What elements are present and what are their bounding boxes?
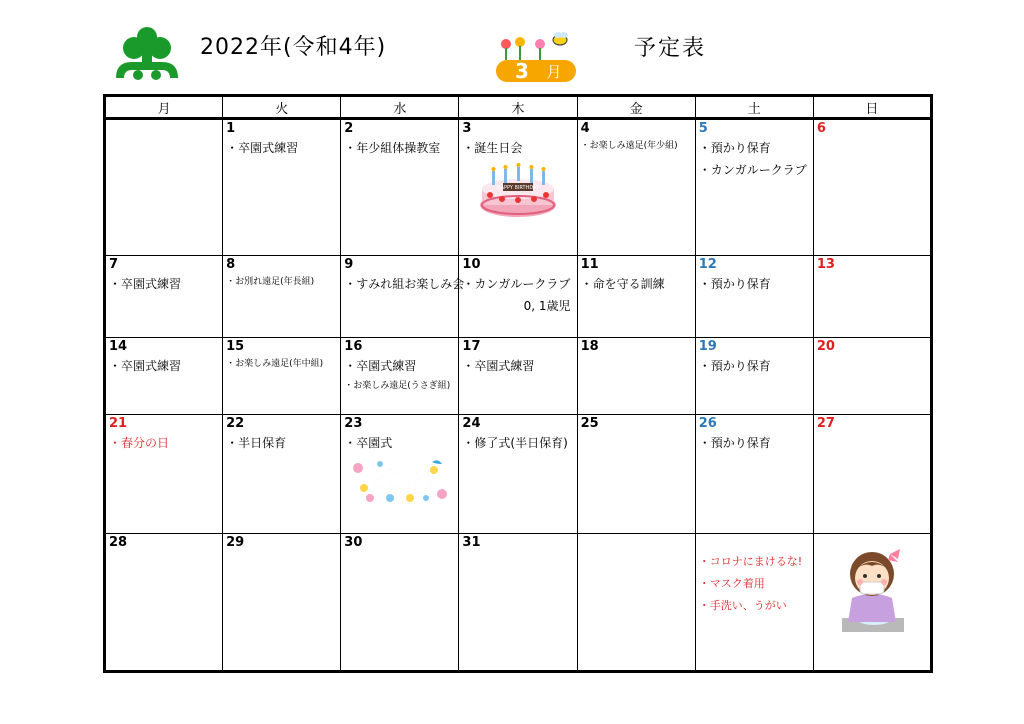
day-number: 4: [580, 121, 590, 136]
day-cell: [577, 337, 695, 414]
day-number: 30: [344, 535, 363, 551]
weekday-header-row: [105, 96, 932, 119]
day-cell: [813, 255, 931, 337]
day-number: 26: [698, 415, 717, 431]
week-row: [105, 414, 932, 533]
day-cell: [813, 119, 931, 256]
event-text: ・卒園式練習: [462, 358, 535, 373]
event-text: ・命を守る訓練: [580, 276, 665, 291]
day-cell: [695, 534, 813, 672]
day-number: 29: [226, 535, 245, 551]
day-cell: [341, 255, 465, 337]
event-text: ・年少組体操教室: [344, 141, 441, 155]
day-cell: [459, 414, 577, 533]
day-number: 20: [816, 338, 835, 354]
day-cell: [341, 337, 459, 414]
day-cell: [695, 255, 813, 337]
day-number: 23: [344, 415, 363, 431]
kindergarten-logo: [112, 26, 182, 82]
day-cell: [577, 255, 695, 337]
reminder-text: ・マスク着用: [698, 577, 765, 591]
day-number: 24: [462, 415, 481, 431]
day-cell: [459, 119, 577, 256]
day-number: 21: [109, 415, 128, 431]
weekday-wed: 水: [341, 96, 459, 119]
day-number: 12: [698, 256, 717, 272]
svg-text:HAPPY BIRTHDAY: HAPPY BIRTHDAY: [496, 185, 540, 191]
day-cell: [223, 255, 341, 337]
weekday-sat: 土: [695, 96, 813, 119]
day-number: 10: [462, 256, 481, 272]
event-text: ・預かり保育: [698, 141, 771, 155]
march-badge: [492, 30, 582, 86]
event-text: ・お楽しみ遠足(年中組): [226, 358, 324, 369]
event-text: ・誕生日会: [462, 141, 523, 155]
event-text: ・卒園式練習: [226, 141, 299, 155]
event-text: ・卒園式: [344, 435, 393, 450]
event-text: ・カンガルークラブ: [462, 276, 571, 291]
week-row: [105, 534, 932, 672]
day-number: 3: [462, 121, 472, 136]
day-cell: [223, 534, 341, 672]
svg-text:ごそつえん: ごそつえん: [369, 467, 435, 483]
week-row: [105, 119, 932, 256]
day-cell: [341, 119, 459, 256]
event-text: 0, 1歳児: [523, 298, 571, 313]
day-cell: [813, 337, 931, 414]
weekday-sun: 日: [813, 96, 931, 119]
week-row: [105, 255, 932, 337]
day-number: 14: [109, 338, 128, 354]
reminder-text: ・手洗い、うがい: [698, 599, 787, 613]
schedule-title: 予定表: [634, 36, 707, 61]
event-text: ・春分の日: [109, 435, 170, 450]
graduation-banner-image: [350, 458, 450, 504]
day-cell: [105, 414, 223, 533]
day-cell: [577, 534, 695, 672]
event-text: ・修了式(半日保育): [462, 435, 568, 450]
event-text: ・卒園式練習: [344, 358, 417, 373]
birthday-cake-image: [476, 163, 560, 221]
day-cell: [105, 337, 223, 414]
event-text: ・お別れ遠足(年長組): [226, 276, 315, 287]
year-title: 2022年(令和4年): [200, 35, 387, 60]
week-row: [105, 337, 932, 414]
day-cell: [105, 534, 223, 672]
event-text: ・カンガルークラブ: [698, 163, 807, 177]
event-text: ・預かり保育: [698, 435, 771, 450]
event-text: ・預かり保育: [698, 358, 771, 373]
day-cell: [105, 255, 223, 337]
day-cell: [341, 414, 459, 533]
event-text: ・お楽しみ遠足(年少組): [580, 141, 678, 151]
day-cell: [813, 534, 931, 672]
day-number: 8: [226, 256, 236, 272]
month-kanji: 月: [546, 63, 562, 81]
svg-text:おめでとう: おめでとう: [371, 481, 437, 497]
day-number: 11: [580, 256, 599, 272]
day-cell: [459, 337, 577, 414]
day-number: 5: [698, 121, 708, 136]
day-number: 1: [226, 121, 236, 136]
weekday-fri: 金: [577, 96, 695, 119]
weekday-thu: 木: [459, 96, 577, 119]
girl-washing-hands-image: [830, 540, 914, 636]
day-number: 17: [462, 338, 481, 354]
event-text: ・預かり保育: [698, 276, 771, 291]
day-cell: [459, 255, 577, 337]
day-cell: [813, 414, 931, 533]
day-cell: [695, 337, 813, 414]
day-number: 6: [816, 121, 826, 136]
event-text: ・すみれ組お楽しみ会: [344, 276, 465, 291]
weekday-mon: 月: [105, 96, 223, 119]
day-number: 15: [226, 338, 245, 354]
weekday-tue: 火: [223, 96, 341, 119]
day-number: 31: [462, 535, 481, 551]
day-number: 2: [344, 121, 354, 136]
day-cell: [223, 337, 341, 414]
day-cell: [577, 119, 695, 256]
day-cell: [341, 534, 459, 672]
day-number: 25: [580, 415, 599, 431]
day-cell: [695, 414, 813, 533]
month-number: 3: [515, 59, 529, 83]
day-number: 19: [698, 338, 717, 354]
day-cell: [695, 119, 813, 256]
day-number: 18: [580, 338, 599, 354]
day-cell: [223, 414, 341, 533]
event-text: ・半日保育: [226, 435, 287, 450]
day-number: 27: [816, 415, 835, 431]
event-text: ・卒園式練習: [109, 358, 182, 373]
day-number: 28: [109, 535, 128, 551]
event-text: ・お楽しみ遠足(うさぎ組): [344, 380, 451, 391]
reminder-text: ・コロナにまけるな!: [698, 555, 803, 569]
day-number: 7: [109, 256, 119, 272]
day-number: 16: [344, 338, 363, 354]
day-cell: [105, 119, 223, 256]
event-text: ・卒園式練習: [109, 276, 182, 291]
day-cell: [459, 534, 577, 672]
day-number: 13: [816, 256, 835, 272]
day-number: 22: [226, 415, 245, 431]
calendar-table: [103, 94, 933, 673]
day-cell: [223, 119, 341, 256]
day-cell: [577, 414, 695, 533]
day-number: 9: [344, 256, 354, 272]
